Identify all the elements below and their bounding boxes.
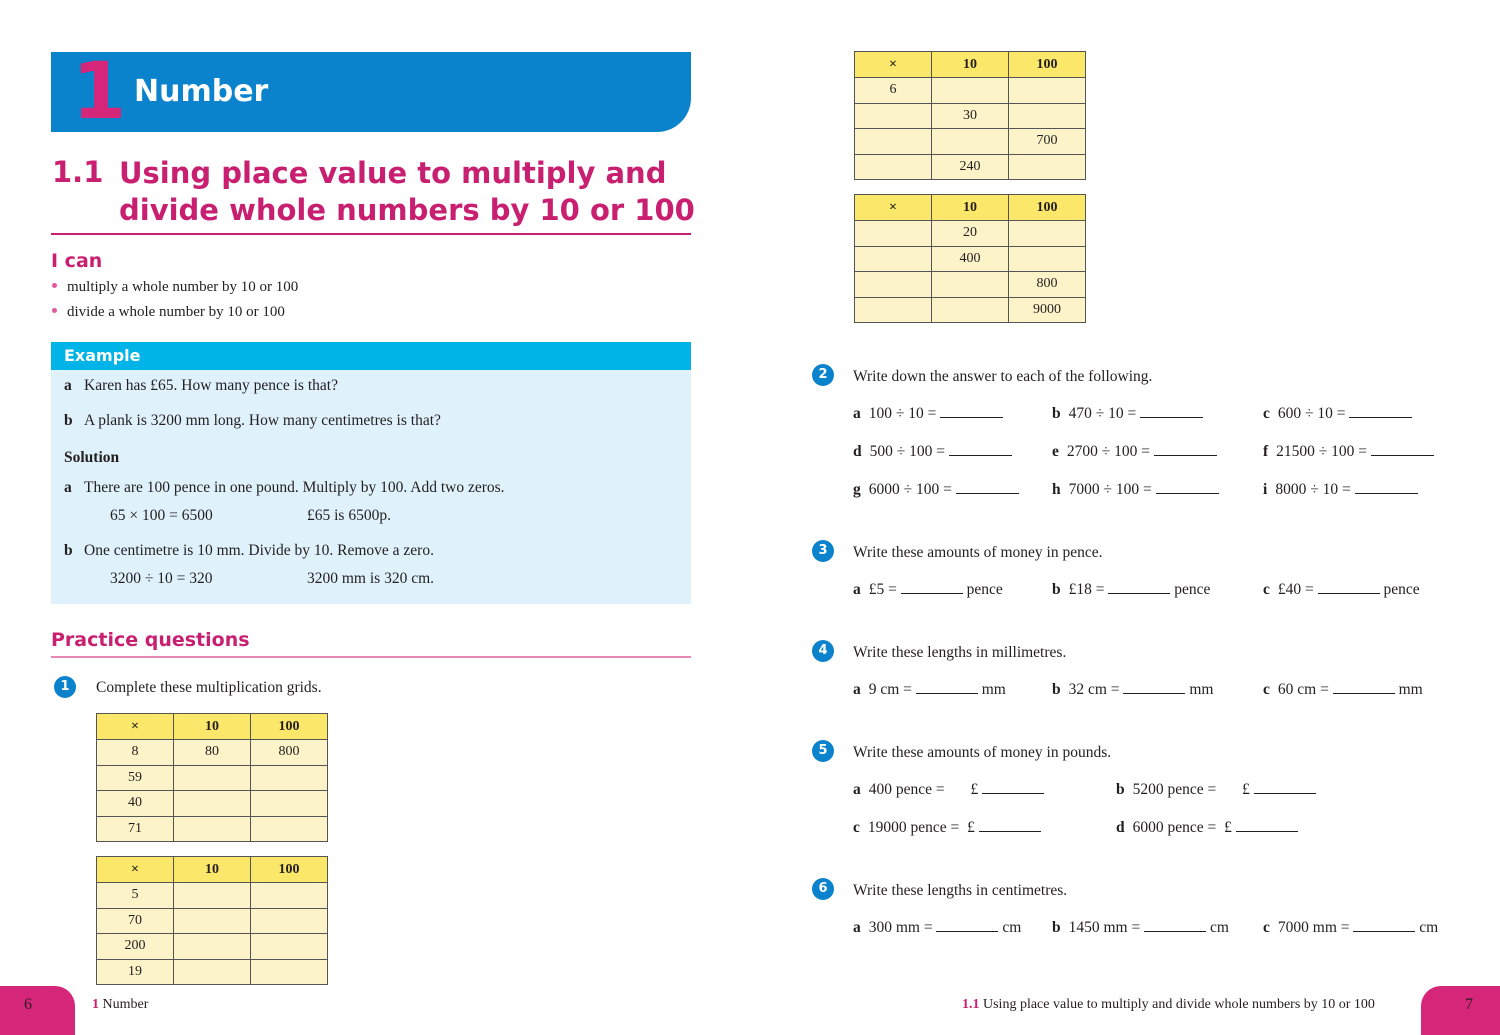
part-expression: 500 ÷ 100 = bbox=[869, 443, 945, 460]
answer-blank[interactable] bbox=[1371, 444, 1434, 456]
question-part bbox=[853, 819, 1041, 837]
part-label: c bbox=[1263, 581, 1270, 598]
part-expression: 6000 ÷ 100 = bbox=[868, 481, 952, 498]
part-label: a bbox=[853, 681, 861, 698]
answer-blank[interactable] bbox=[1144, 920, 1206, 932]
solution-a-answer: £65 is 6500p. bbox=[307, 507, 391, 524]
grid-cell[interactable] bbox=[855, 297, 932, 323]
grid-cell[interactable] bbox=[251, 959, 328, 985]
part-expression: 300 mm = bbox=[868, 919, 933, 936]
grid-cell: 200 bbox=[97, 934, 174, 960]
section-title-line-1: Using place value to multiply and bbox=[119, 156, 667, 190]
grid-row bbox=[855, 103, 1086, 129]
grid-cell[interactable] bbox=[251, 816, 328, 842]
question-part bbox=[1263, 481, 1418, 499]
answer-blank[interactable] bbox=[901, 582, 963, 594]
grid-header-cell: 10 bbox=[932, 195, 1009, 221]
part-unit: mm bbox=[1189, 681, 1214, 698]
grid-cell: 20 bbox=[932, 221, 1009, 247]
grid-cell[interactable] bbox=[855, 272, 932, 298]
grid-header-cell: 100 bbox=[251, 857, 328, 883]
question-part bbox=[1052, 405, 1203, 423]
grid-cell: 800 bbox=[1009, 272, 1086, 298]
part-label: c bbox=[1263, 919, 1270, 936]
solution-b-answer: 3200 mm is 320 cm. bbox=[307, 570, 435, 587]
answer-blank[interactable] bbox=[1333, 682, 1395, 694]
section-number: 1.1 bbox=[52, 155, 104, 189]
part-expression: 600 ÷ 10 = bbox=[1277, 405, 1346, 422]
grid-row bbox=[97, 740, 328, 766]
part-label: f bbox=[1263, 443, 1269, 460]
part-label: c bbox=[853, 819, 860, 836]
question-4-text: Write these lengths in millimetres. bbox=[853, 644, 1067, 661]
part-unit: pence bbox=[1174, 581, 1211, 598]
answer-blank[interactable] bbox=[956, 482, 1019, 494]
part-label: b bbox=[1052, 919, 1061, 936]
question-number-3: 3 bbox=[812, 540, 834, 562]
grid-cell[interactable] bbox=[174, 765, 251, 791]
part-label: a bbox=[853, 405, 861, 422]
grid-cell: 8 bbox=[97, 740, 174, 766]
grid-cell[interactable] bbox=[855, 221, 932, 247]
part-expression: 470 ÷ 10 = bbox=[1068, 405, 1137, 422]
part-unit: pence bbox=[966, 581, 1003, 598]
answer-blank[interactable] bbox=[1349, 406, 1412, 418]
part-expression: £18 = bbox=[1068, 581, 1105, 598]
grid-cell[interactable] bbox=[174, 883, 251, 909]
question-5-text: Write these amounts of money in pounds. bbox=[853, 744, 1112, 761]
grid-cell[interactable] bbox=[251, 765, 328, 791]
part-unit: pence bbox=[1383, 581, 1420, 598]
part-unit: mm bbox=[1398, 681, 1423, 698]
grid-row bbox=[855, 272, 1086, 298]
grid-cell: 700 bbox=[1009, 129, 1086, 155]
chapter-number: 1 bbox=[72, 47, 127, 137]
question-part bbox=[1263, 919, 1438, 937]
grid-cell: 400 bbox=[932, 246, 1009, 272]
pound-sign: £ bbox=[970, 781, 979, 798]
grid-cell: 800 bbox=[251, 740, 328, 766]
grid-cell: 240 bbox=[932, 154, 1009, 180]
answer-blank[interactable] bbox=[1254, 782, 1316, 794]
grid-cell[interactable] bbox=[174, 816, 251, 842]
part-label: a bbox=[853, 919, 861, 936]
multiplication-grid bbox=[96, 713, 328, 842]
example-question-b: b A plank is 3200 mm long. How many centimetres is that? bbox=[64, 412, 441, 429]
part-expression: £5 = bbox=[868, 581, 897, 598]
grid-cell: 19 bbox=[97, 959, 174, 985]
example-title: Example bbox=[64, 346, 141, 365]
grid-cell: 40 bbox=[97, 791, 174, 817]
question-1-text: Complete these multiplication grids. bbox=[96, 679, 322, 696]
question-part bbox=[1052, 681, 1213, 699]
solution-b-calculation: 3200 ÷ 10 = 320 bbox=[110, 570, 213, 587]
multiplication-grid bbox=[854, 194, 1086, 323]
question-part bbox=[1263, 681, 1423, 699]
grid-cell[interactable] bbox=[855, 103, 932, 129]
part-label: i bbox=[1263, 481, 1268, 498]
practice-divider bbox=[51, 656, 691, 658]
bullet-icon bbox=[52, 308, 57, 313]
solution-b: b One centimetre is 10 mm. Divide by 10. Remove a zero. bbox=[64, 542, 434, 559]
grid-row bbox=[97, 934, 328, 960]
grid-header-cell: 10 bbox=[174, 714, 251, 740]
ican-heading: I can bbox=[51, 250, 103, 272]
answer-blank[interactable] bbox=[979, 820, 1041, 832]
ican-item: multiply a whole number by 10 or 100 bbox=[52, 279, 298, 296]
grid-cell[interactable] bbox=[932, 78, 1009, 104]
answer-blank[interactable] bbox=[1236, 820, 1298, 832]
grid-cell[interactable] bbox=[1009, 78, 1086, 104]
grid-row bbox=[97, 765, 328, 791]
footer-left-tab bbox=[0, 986, 75, 1035]
question-3-text: Write these amounts of money in pence. bbox=[853, 544, 1103, 561]
grid-cell: 70 bbox=[97, 908, 174, 934]
part-label: b bbox=[1052, 405, 1061, 422]
grid-cell[interactable] bbox=[932, 272, 1009, 298]
question-part bbox=[853, 781, 1044, 799]
part-expression: 6000 pence = bbox=[1132, 819, 1217, 836]
part-label: b bbox=[1052, 681, 1061, 698]
chapter-title: Number bbox=[134, 74, 269, 109]
grid-cell[interactable] bbox=[1009, 221, 1086, 247]
question-part bbox=[1263, 581, 1420, 599]
answer-blank[interactable] bbox=[1355, 482, 1418, 494]
part-expression: £40 = bbox=[1277, 581, 1314, 598]
answer-blank[interactable] bbox=[982, 782, 1044, 794]
part-label: a bbox=[853, 781, 861, 798]
part-label: g bbox=[853, 481, 861, 498]
part-label: b bbox=[1116, 781, 1125, 798]
question-part bbox=[1052, 581, 1210, 599]
pound-sign: £ bbox=[1242, 781, 1250, 798]
solution-a-calculation: 65 × 100 = 6500 bbox=[110, 507, 213, 524]
part-expression: 400 pence = bbox=[868, 781, 945, 798]
page-number-left: 6 bbox=[24, 996, 32, 1013]
grid-cell[interactable] bbox=[932, 129, 1009, 155]
question-part bbox=[853, 919, 1021, 937]
question-number-5: 5 bbox=[812, 740, 834, 762]
grid-cell[interactable] bbox=[855, 154, 932, 180]
grid-row bbox=[855, 129, 1086, 155]
example-question-a: a Karen has £65. How many pence is that? bbox=[64, 377, 338, 394]
grid-cell[interactable] bbox=[174, 959, 251, 985]
answer-blank[interactable] bbox=[940, 406, 1003, 418]
grid-header-cell: 100 bbox=[251, 714, 328, 740]
grid-cell[interactable] bbox=[855, 129, 932, 155]
grid-cell[interactable] bbox=[174, 934, 251, 960]
grid-cell[interactable] bbox=[1009, 154, 1086, 180]
question-part bbox=[1116, 819, 1298, 837]
footer-right-tab bbox=[1421, 986, 1500, 1035]
grid-cell[interactable] bbox=[251, 934, 328, 960]
question-part bbox=[1052, 443, 1217, 461]
grid-cell[interactable] bbox=[174, 908, 251, 934]
answer-blank[interactable] bbox=[1318, 582, 1380, 594]
part-expression: 7000 ÷ 100 = bbox=[1068, 481, 1152, 498]
part-label: h bbox=[1052, 481, 1061, 498]
answer-blank[interactable] bbox=[1353, 920, 1415, 932]
solution-a: a There are 100 pence in one pound. Multiply by 100. Add two zeros. bbox=[64, 479, 505, 496]
grid-row bbox=[97, 791, 328, 817]
grid-row bbox=[855, 78, 1086, 104]
question-part bbox=[853, 405, 1003, 423]
grid-cell[interactable] bbox=[1009, 246, 1086, 272]
part-label: b bbox=[1052, 581, 1061, 598]
question-part bbox=[1116, 781, 1316, 799]
part-expression: 19000 pence = bbox=[867, 819, 960, 836]
grid-row bbox=[97, 908, 328, 934]
section-divider bbox=[51, 233, 691, 235]
grid-cell: 5 bbox=[97, 883, 174, 909]
part-label: d bbox=[1116, 819, 1125, 836]
grid-cell[interactable] bbox=[251, 883, 328, 909]
grid-row bbox=[97, 816, 328, 842]
part-expression: 60 cm = bbox=[1277, 681, 1329, 698]
part-expression: 8000 ÷ 10 = bbox=[1275, 481, 1351, 498]
part-expression: 5200 pence = bbox=[1132, 781, 1217, 798]
question-part bbox=[1052, 481, 1219, 499]
question-2-text: Write down the answer to each of the following. bbox=[853, 368, 1153, 385]
grid-cell: 71 bbox=[97, 816, 174, 842]
part-expression: 2700 ÷ 100 = bbox=[1066, 443, 1151, 460]
section-title-line-2: divide whole numbers by 10 or 100 bbox=[119, 193, 695, 227]
part-label: c bbox=[1263, 405, 1270, 422]
grid-row bbox=[855, 246, 1086, 272]
grid-header-cell: 10 bbox=[932, 52, 1009, 78]
practice-heading: Practice questions bbox=[51, 629, 250, 651]
grid-cell[interactable] bbox=[855, 246, 932, 272]
part-expression: 1450 mm = bbox=[1068, 919, 1141, 936]
question-part bbox=[853, 481, 1019, 499]
part-label: c bbox=[1263, 681, 1270, 698]
question-part bbox=[1263, 405, 1412, 423]
pound-sign: £ bbox=[967, 819, 975, 836]
answer-blank[interactable] bbox=[1108, 582, 1170, 594]
question-number-6: 6 bbox=[812, 878, 834, 900]
answer-blank[interactable] bbox=[1123, 682, 1185, 694]
grid-header-cell: × bbox=[855, 52, 932, 78]
ican-item: divide a whole number by 10 or 100 bbox=[52, 304, 285, 321]
answer-blank[interactable] bbox=[949, 444, 1012, 456]
section-title bbox=[119, 155, 699, 229]
part-unit: cm bbox=[1002, 919, 1022, 936]
part-label: e bbox=[1052, 443, 1059, 460]
part-expression: 7000 mm = bbox=[1277, 919, 1350, 936]
grid-cell: 6 bbox=[855, 78, 932, 104]
bullet-icon bbox=[52, 283, 57, 288]
part-unit: cm bbox=[1209, 919, 1229, 936]
part-unit: cm bbox=[1419, 919, 1439, 936]
grid-row bbox=[97, 959, 328, 985]
grid-cell[interactable] bbox=[932, 297, 1009, 323]
grid-header-cell: 100 bbox=[1009, 52, 1086, 78]
part-label: d bbox=[853, 443, 862, 460]
grid-row bbox=[855, 154, 1086, 180]
grid-header-cell: × bbox=[97, 857, 174, 883]
grid-cell[interactable] bbox=[174, 791, 251, 817]
grid-cell: 9000 bbox=[1009, 297, 1086, 323]
answer-blank[interactable] bbox=[1156, 482, 1219, 494]
grid-header-cell: × bbox=[855, 195, 932, 221]
answer-blank[interactable] bbox=[1154, 444, 1217, 456]
question-6-text: Write these lengths in centimetres. bbox=[853, 882, 1068, 899]
grid-row bbox=[97, 883, 328, 909]
question-number-1: 1 bbox=[54, 676, 76, 698]
grid-cell[interactable] bbox=[1009, 103, 1086, 129]
question-part bbox=[853, 681, 1006, 699]
question-number-4: 4 bbox=[812, 640, 834, 662]
multiplication-grid bbox=[96, 856, 328, 985]
grid-cell: 59 bbox=[97, 765, 174, 791]
question-part bbox=[853, 581, 1003, 599]
answer-blank[interactable] bbox=[936, 920, 998, 932]
footer-section: 1.1 Using place value to multiply and divide whole numbers by 10 or 100 bbox=[962, 997, 1375, 1012]
part-expression: 9 cm = bbox=[868, 681, 912, 698]
page-number-right: 7 bbox=[1465, 996, 1473, 1013]
solution-heading: Solution bbox=[64, 449, 120, 466]
grid-row bbox=[855, 221, 1086, 247]
grid-header-cell: 10 bbox=[174, 857, 251, 883]
part-label: a bbox=[853, 581, 861, 598]
grid-cell: 30 bbox=[932, 103, 1009, 129]
question-part bbox=[853, 443, 1012, 461]
pound-sign: £ bbox=[1224, 819, 1232, 836]
part-expression: 32 cm = bbox=[1068, 681, 1120, 698]
grid-cell: 80 bbox=[174, 740, 251, 766]
question-number-2: 2 bbox=[812, 364, 834, 386]
grid-cell[interactable] bbox=[251, 791, 328, 817]
answer-blank[interactable] bbox=[1140, 406, 1203, 418]
grid-header-cell: 100 bbox=[1009, 195, 1086, 221]
question-part bbox=[1263, 443, 1434, 461]
grid-cell[interactable] bbox=[251, 908, 328, 934]
part-expression: 21500 ÷ 100 = bbox=[1276, 443, 1368, 460]
grid-header-cell: × bbox=[97, 714, 174, 740]
part-expression: 100 ÷ 10 = bbox=[868, 405, 937, 422]
grid-row bbox=[855, 297, 1086, 323]
example-header-bar bbox=[51, 342, 691, 370]
part-unit: mm bbox=[981, 681, 1006, 698]
question-part bbox=[1052, 919, 1229, 937]
footer-chapter: 1 Number bbox=[92, 997, 149, 1012]
multiplication-grid bbox=[854, 51, 1086, 180]
answer-blank[interactable] bbox=[916, 682, 978, 694]
